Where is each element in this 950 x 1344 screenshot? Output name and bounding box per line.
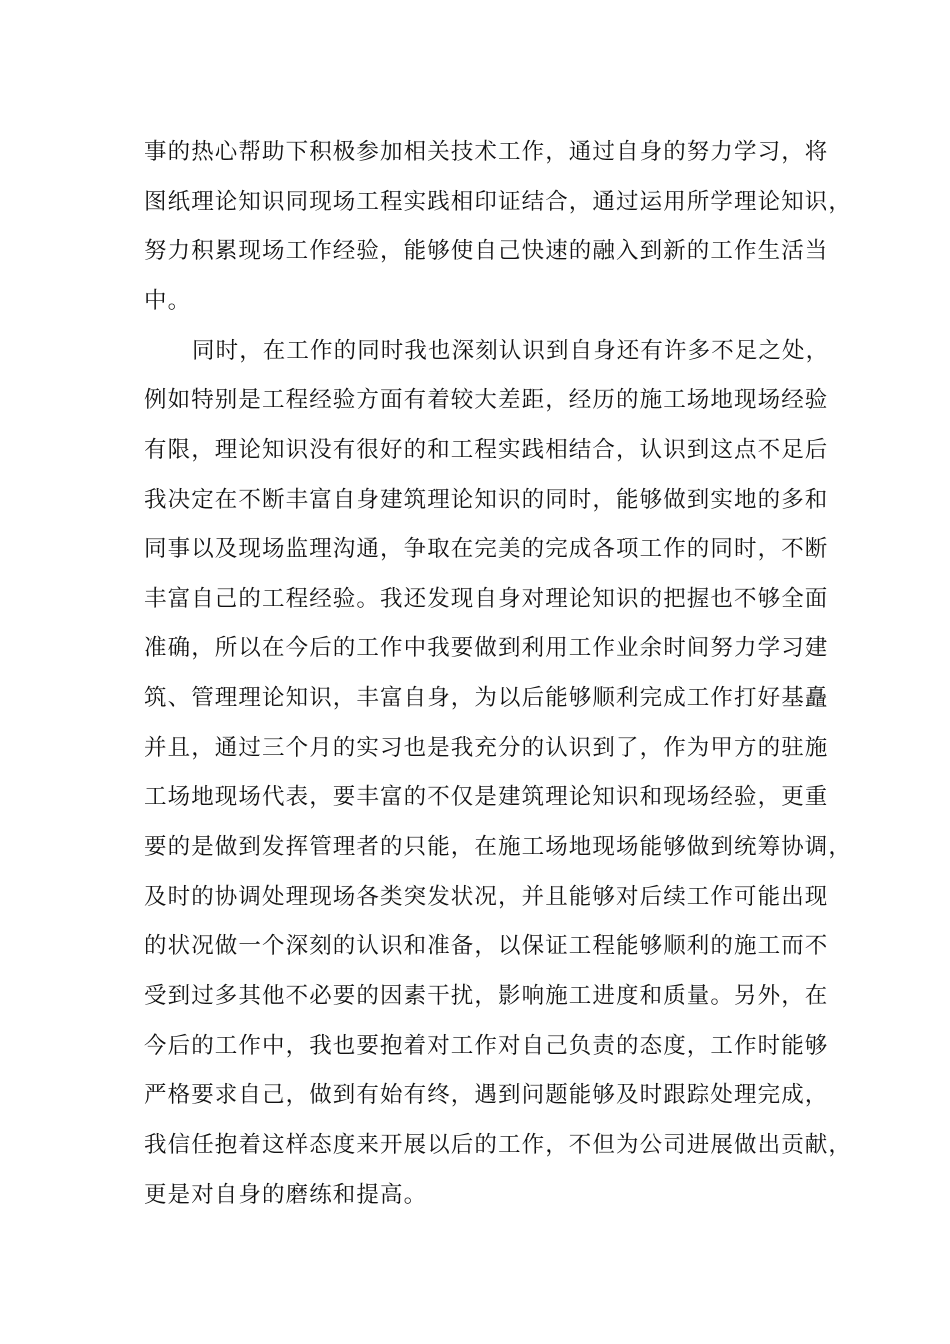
text-line: 图纸理论知识同现场工程实践相印证结合，通过运用所学理论知识，: [144, 189, 853, 215]
text-line: 努力积累现场工作经验，能够使自己快速的融入到新的工作生活当: [144, 238, 829, 264]
text-line: 我决定在不断丰富自身建筑理论知识的同时，能够做到实地的多和: [144, 487, 829, 513]
text-line: 今后的工作中，我也要抱着对工作对自己负责的态度，工作时能够: [144, 1033, 829, 1059]
text-line: 筑、管理理论知识，丰富自身，为以后能够顺利完成工作打好基矗: [144, 685, 829, 711]
text-line: 事的热心帮助下积极参加相关技术工作，通过自身的努力学习，将: [144, 139, 829, 165]
text-line: 及时的协调处理现场各类突发状况，并且能够对后续工作可能出现: [144, 884, 829, 910]
paragraph-first-line: 同时，在工作的同时我也深刻认识到自身还有许多不足之处，: [192, 338, 830, 364]
text-line: 例如特别是工程经验方面有着较大差距，经历的施工场地现场经验: [144, 387, 829, 413]
text-line: 要的是做到发挥管理者的只能，在施工场地现场能够做到统筹协调，: [144, 834, 853, 860]
text-line: 更是对自身的磨练和提高。: [144, 1182, 428, 1208]
text-line: 同事以及现场监理沟通，争取在完美的完成各项工作的同时，不断: [144, 536, 829, 562]
text-line: 我信任抱着这样态度来开展以后的工作，不但为公司进展做出贡献，: [144, 1132, 853, 1158]
text-line: 准确，所以在今后的工作中我要做到利用工作业余时间努力学习建: [144, 635, 829, 661]
text-line: 有限，理论知识没有很好的和工程实践相结合，认识到这点不足后: [144, 437, 829, 463]
text-line: 的状况做一个深刻的认识和准备，以保证工程能够顺利的施工而不: [144, 933, 829, 959]
text-line: 中。: [144, 288, 192, 314]
text-line: 丰富自己的工程经验。我还发现自身对理论知识的把握也不够全面: [144, 586, 829, 612]
text-line: 工场地现场代表，要丰富的不仅是建筑理论知识和现场经验，更重: [144, 784, 829, 810]
text-line: 严格要求自己，做到有始有终，遇到问题能够及时跟踪处理完成，: [144, 1082, 829, 1108]
text-line: 并且，通过三个月的实习也是我充分的认识到了，作为甲方的驻施: [144, 735, 829, 761]
text-line: 受到过多其他不必要的因素干扰，影响施工进度和质量。另外，在: [144, 983, 829, 1009]
